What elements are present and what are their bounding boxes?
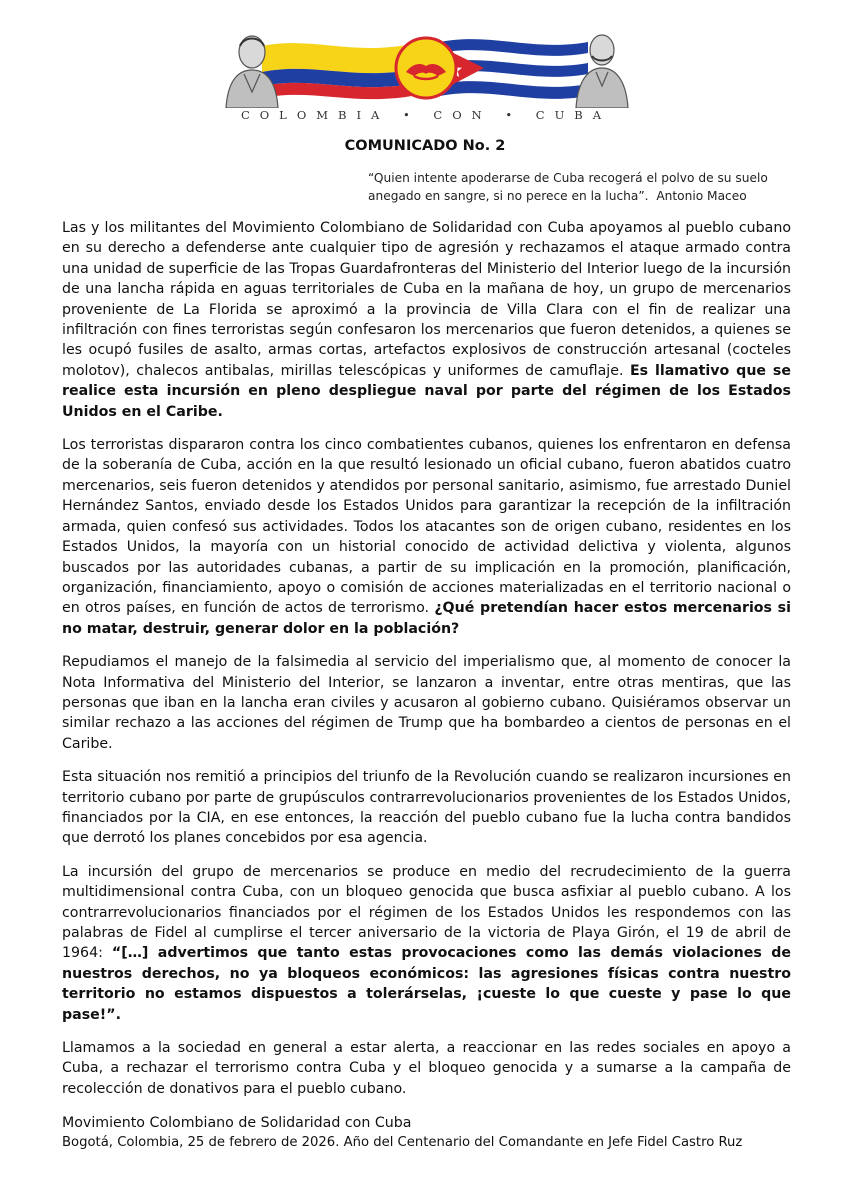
document-body: [62, 218, 791, 1152]
paragraph-3: Repudiamos el manejo de la falsimedia al servicio del imperialismo que, al momento de conocer la Nota Informativa del Ministerio del Interior, se lanzaron a inventar, entre otras mentiras, que las personas que iban en la lancha eran civiles y acusaron al gobierno cubano. Quisiéramos observar un similar rechazo a las acciones del régimen de Trump que ha bombardeo a cientos de personas en el Caribe.: [62, 654, 791, 752]
paragraph-2: [62, 435, 791, 639]
org-caption: COLOMBIA • CON • CUBA: [240, 108, 612, 122]
paragraph-5-text: La incursión del grupo de mercenarios se produce en medio del recrudecimiento de la guerra multidimensional contra Cuba, con un bloqueo genocida que busca asfixiar al pueblo cubano. A los contrarrevolucionarios financiados por el régimen de los Estados Unidos les respondemos con las palabras de Fidel al cumplirse el tercer aniversario de la victoria de Playa Girón, el 19 de abril de 1964:: [62, 863, 791, 962]
paragraph-1: [62, 218, 791, 422]
paragraph-5-bold: “[…] advertimos que tanto estas provocaciones como las demás violaciones de nuestros derechos, no ya bloqueos económicos: las agresiones físicas contra nuestro territorio no estamos dispuestos a tolerárselas, ¡cueste lo que cueste y pase lo que pase!”.: [62, 945, 792, 1023]
signature-block: [62, 1114, 791, 1152]
page-title: COMUNICADO No. 2: [344, 138, 506, 154]
paragraph-6: Llamamos a la sociedad en general a estar alerta, a reaccionar en las redes sociales en apoyo a Cuba, a rechazar el terrorismo contra Cuba y el bloqueo genocida y a sumarse a la campaña de recolección de donativos para el pueblo cubano.: [62, 1040, 791, 1097]
header-banner: [222, 26, 630, 108]
paragraph-4: Esta situación nos remitió a principios del triunfo de la Revolución cuando se realizaron incursiones en territorio cubano por parte de grupúsculos contrarrevolucionarios provenientes de los Estados Unidos, financiados por la CIA, en ese entonces, la reacción del pueblo cubano fue la lucha contra bandidos que derrotó los planes concebidos por esa agencia.: [62, 769, 791, 847]
paragraph-2-bold: ¿Qué pretendían hacer estos mercenarios si no matar, destruir, generar dolor en la población?: [62, 600, 791, 637]
signature-date: Bogotá, Colombia, 25 de febrero de 2026. Año del Centenario del Comandante en Jefe Fidel Castro Ruz: [62, 1135, 743, 1151]
quote-author: Antonio Maceo: [656, 189, 747, 203]
signature-org: Movimiento Colombiano de Solidaridad con Cuba: [62, 1115, 412, 1132]
paragraph-1-bold: Es llamativo que se realice esta incursión en pleno despliegue naval por parte del régimen de los Estados Unidos en el Caribe.: [62, 362, 791, 420]
quote-text: “Quien intente apoderarse de Cuba recogerá el polvo de su suelo anegado en sangre, si no perece en la lucha”.: [368, 171, 768, 203]
paragraph-1-text: Las y los militantes del Movimiento Colombiano de Solidaridad con Cuba apoyamos al pueblo cubano en su derecho a defenderse ante cualquier tipo de agresión y rechazamos el ataque armado contra una unidad de superficie de las Tropas Guardafronteras del Ministerio del Interior luego de la incursión de una lancha rápida en aguas territoriales de Cuba en la mañana de hoy, un grupo de mercenarios proveniente de La Florida se aproximó a la provincia de Villa Clara con el fin de realizar una infiltración con fines terroristas según confesaron los mercenarios que fueron detenidos, a quienes se les ocupó fusiles de asalto, armas cortas, artefactos explosivos de construcción artesanal (cocteles molotov), chalecos antibalas, mirillas telescópicas y uniformes de camuflaje.: [62, 220, 791, 379]
epigraph-quote: [368, 169, 788, 205]
paragraph-2-text: Los terroristas dispararon contra los cinco combatientes cubanos, quienes los enfrentaron en defensa de la soberanía de Cuba, acción en la que resultó lesionado un oficial cubano, fueron abatidos cuatro mercenarios, seis fueron detenidos y atendidos por personal sanitario, asimismo, fue arrestado Duniel Hernández Santos, enviado desde los Estados Unidos para garantizar la recepción de la infiltración armada, quien confesó sus actividades. Todos los atacantes son de origen cubano, residentes en los Estados Unidos, la mayoría con un historial conocido de actividad delictiva y violenta, algunos buscados por las autoridades cubanas, a partir de su implicación en la promoción, planificación, organización, financiamiento, apoyo o comisión de acciones materializadas en el territorio nacional o en otros países, en función de actos de terrorismo.: [62, 437, 791, 617]
paragraph-5: [62, 862, 791, 1025]
colombia-flag-yellow: [262, 43, 412, 73]
